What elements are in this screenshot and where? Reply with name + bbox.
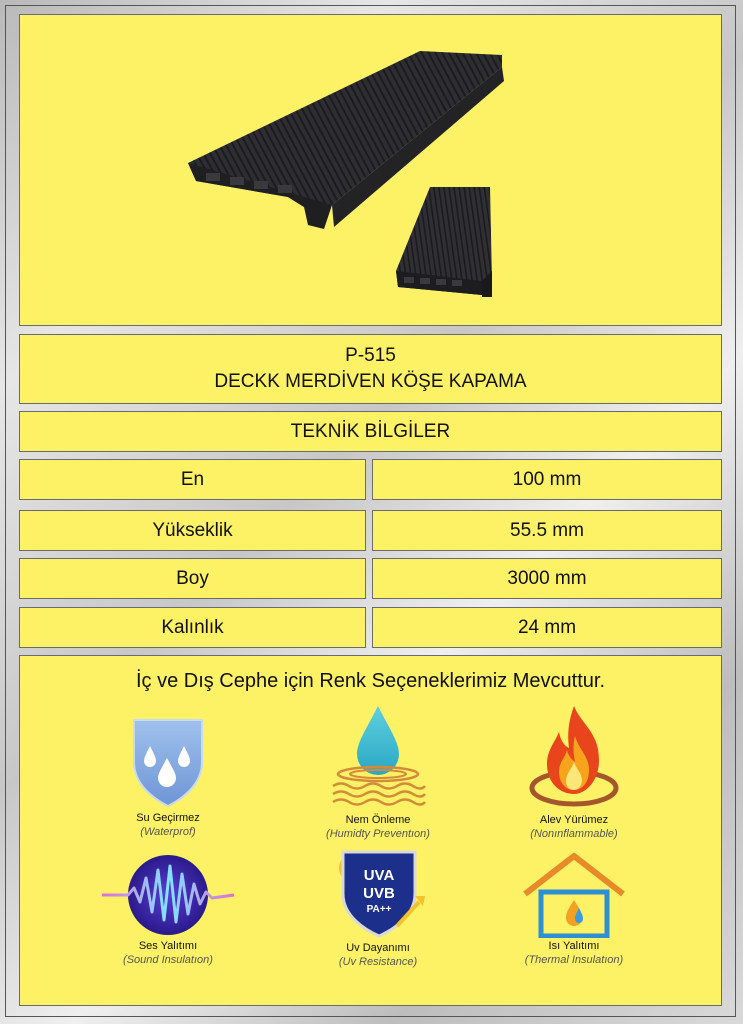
product-name: DECKK MERDİVEN KÖŞE KAPAMA	[214, 371, 527, 392]
feature-label: Alev Yürümez	[539, 814, 609, 826]
features-heading: İç ve Dış Cephe için Renk Seçeneklerimiz Mevcuttur.	[135, 670, 606, 692]
feature-nonflammable	[474, 702, 674, 840]
specs-heading: TEKNİK BİLGİLER	[19, 411, 722, 452]
feature-sublabel: (Nonınflammable)	[530, 828, 618, 840]
feature-sublabel: (Humidty Preventıon)	[326, 828, 430, 840]
feature-humidity	[278, 702, 478, 840]
spec-value: 55.5 mm	[372, 510, 722, 551]
spec-value: 3000 mm	[372, 558, 722, 599]
feature-sublabel: (Sound Insulatıon)	[123, 954, 213, 966]
waterproof-shield-icon	[120, 714, 216, 810]
feature-sound-insulation	[68, 852, 268, 966]
feature-label: Su Geçirmez	[136, 812, 200, 824]
feature-sublabel: (Waterprof)	[140, 826, 196, 838]
feature-sublabel: (Uv Resistance)	[338, 956, 418, 968]
water-drop-icon	[323, 702, 433, 812]
svg-text:UVB: UVB	[363, 885, 395, 902]
spec-label: Yükseklik	[19, 510, 366, 551]
product-code: P-515	[345, 345, 396, 366]
feature-label: Nem Önleme	[345, 814, 411, 826]
feature-label: Uv Dayanımı	[346, 942, 410, 954]
flame-icon	[519, 702, 629, 812]
feature-waterproof	[68, 714, 268, 838]
product-image	[20, 15, 723, 327]
features-panel	[19, 655, 722, 1006]
spec-label: Kalınlık	[19, 607, 366, 648]
svg-text:UVA: UVA	[363, 867, 395, 884]
svg-text:PA++: PA++	[366, 904, 392, 915]
product-image-panel	[19, 14, 722, 326]
feature-thermal-insulation	[474, 852, 674, 966]
spec-value: 24 mm	[372, 607, 722, 648]
product-title-panel	[19, 334, 722, 404]
feature-uv-resistance	[278, 844, 478, 968]
feature-sublabel: (Thermal Insulatıon)	[524, 954, 624, 966]
small-profile	[396, 187, 492, 297]
feature-label: Isı Yalıtımı	[548, 940, 600, 952]
uv-shield-icon	[323, 844, 433, 940]
feature-label: Ses Yalıtımı	[138, 940, 198, 952]
house-heat-icon	[519, 852, 629, 938]
spec-label: Boy	[19, 558, 366, 599]
spec-value: 100 mm	[372, 459, 722, 500]
sound-wave-icon	[98, 852, 238, 938]
spec-label: En	[19, 459, 366, 500]
